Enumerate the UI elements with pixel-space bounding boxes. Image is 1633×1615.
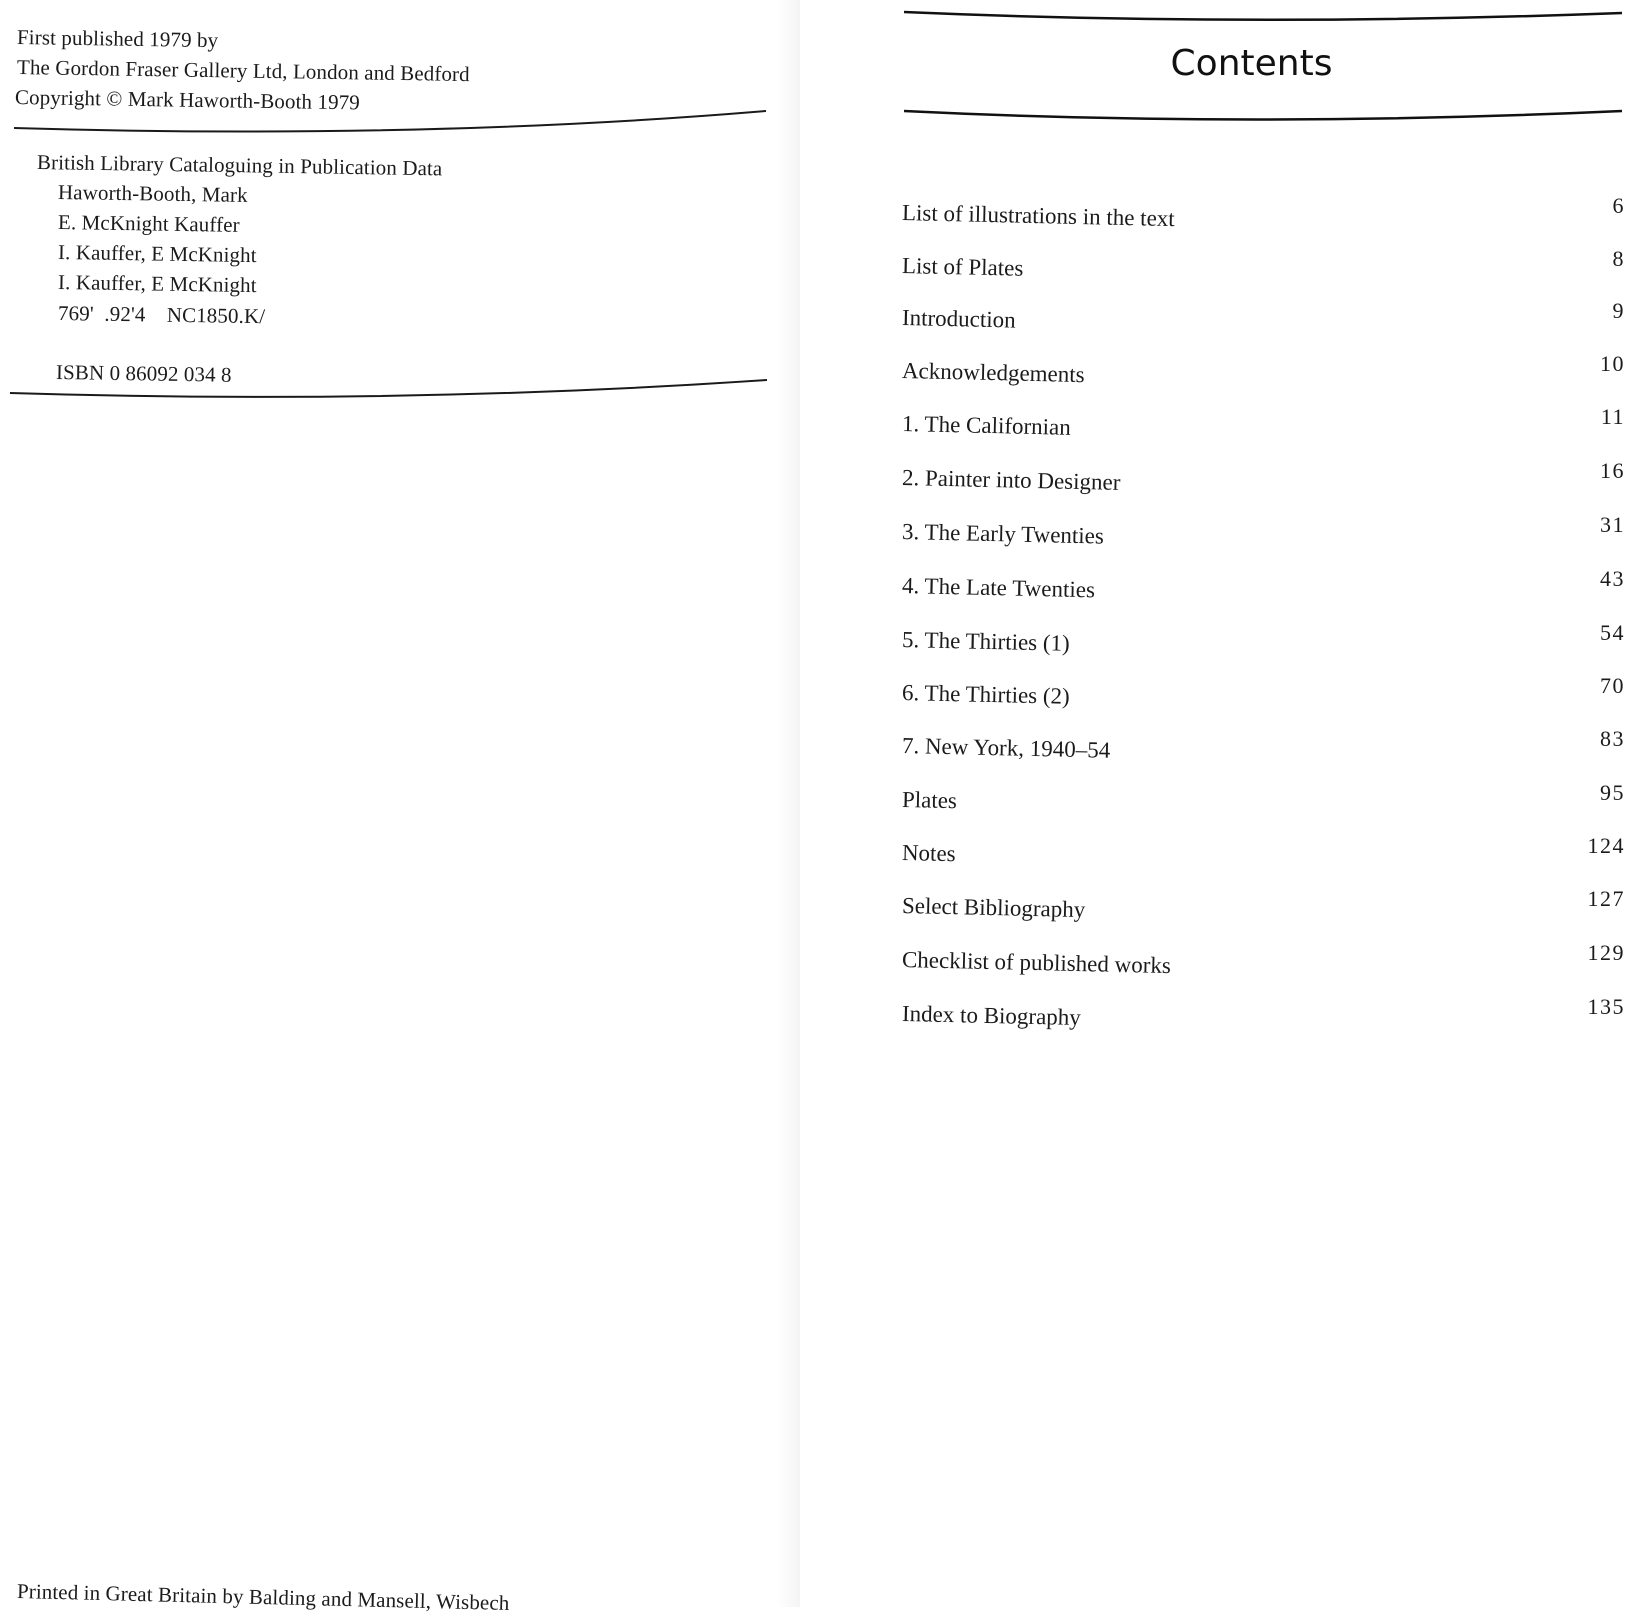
toc-entry-page: 135: [1587, 994, 1625, 1019]
toc-entry: [800, 406, 1633, 446]
toc-entry-title: 3. The Early Twenties: [901, 519, 1105, 549]
toc-entry-page: 31: [1600, 512, 1625, 537]
toc-entry: [800, 728, 1633, 768]
toc-entry-page: 8: [1612, 246, 1625, 271]
isbn: ISBN 0 86092 034 8: [55, 360, 232, 387]
toc-entry-page: 9: [1612, 298, 1625, 323]
toc-entry-title: 2. Painter into Designer: [901, 465, 1121, 495]
toc-entry-page: 11: [1600, 404, 1625, 429]
toc-entry-title: Index to Biography: [901, 1001, 1082, 1031]
toc-entry-page: 6: [1612, 193, 1625, 218]
left-page: [0, 0, 800, 1615]
toc-entry-title: 1. The Californian: [901, 411, 1072, 440]
cip-heading: British Library Cataloguing in Publication Data: [36, 150, 443, 181]
imprint-line-2: The Gordon Fraser Gallery Ltd, London and Bedford: [16, 55, 470, 87]
toc-entry-page: 43: [1600, 566, 1625, 591]
toc-entry: [800, 300, 1633, 340]
toc-entry: [800, 568, 1633, 608]
toc-entry-title: Checklist of published works: [901, 947, 1172, 979]
toc-entry: [800, 622, 1633, 662]
cip-line-title: E. McKnight Kauffer: [57, 210, 240, 237]
toc-entry-page: 16: [1600, 458, 1625, 483]
printer-line: Printed in Great Britain by Balding and Mansell, Wisbech: [16, 1579, 510, 1615]
toc-entry-title: List of illustrations in the text: [901, 200, 1175, 232]
toc-entry-page: 83: [1600, 726, 1625, 751]
bottom-divider-rule: [0, 370, 780, 410]
toc-entry-title: 7. New York, 1940–54: [901, 733, 1111, 763]
toc-entry-page: 124: [1587, 833, 1625, 858]
toc-entry-title: List of Plates: [901, 253, 1024, 281]
toc-entry: [800, 460, 1633, 500]
toc-entry-title: 6. The Thirties (2): [901, 680, 1071, 709]
cip-line-subject-2: I. Kauffer, E McKnight: [57, 270, 257, 298]
toc-entry: [800, 195, 1633, 235]
imprint-line-3: Copyright © Mark Haworth-Booth 1979: [14, 85, 361, 115]
toc-entry-page: 127: [1587, 886, 1625, 911]
toc-entry-title: Acknowledgements: [901, 358, 1085, 388]
cip-line-subject-1: I. Kauffer, E McKnight: [57, 240, 257, 268]
toc-entry: [800, 835, 1633, 875]
toc-entry-page: 10: [1600, 351, 1625, 376]
toc-entry-page: 54: [1600, 620, 1625, 645]
top-divider-rule: [0, 100, 780, 140]
toc-entry: [800, 248, 1633, 288]
imprint-line-1: First published 1979 by: [16, 25, 219, 53]
toc-entry-page: 70: [1600, 673, 1625, 698]
contents-top-rule: [800, 0, 1633, 40]
contents-title: Contents: [1170, 43, 1333, 84]
toc-entry: [800, 942, 1633, 982]
cip-classification: 769' .92'4 NC1850.K/: [57, 301, 266, 329]
toc-entry-title: Plates: [901, 787, 958, 814]
toc-entry-title: 4. The Late Twenties: [901, 573, 1096, 603]
toc-entry: [800, 675, 1633, 715]
contents-bottom-rule: [800, 95, 1633, 135]
toc-entry-title: Introduction: [901, 305, 1016, 333]
toc-entry-title: 5. The Thirties (1): [901, 627, 1071, 656]
toc-entry: [800, 353, 1633, 393]
toc-entry-title: Select Bibliography: [901, 893, 1086, 923]
toc-entry: [800, 888, 1633, 928]
toc-entry-title: Notes: [901, 840, 956, 867]
toc-entry: [800, 996, 1633, 1036]
toc-entry: [800, 782, 1633, 822]
toc-entry: [800, 514, 1633, 554]
right-page: [800, 0, 1633, 1607]
cip-line-author: Haworth-Booth, Mark: [57, 180, 248, 207]
toc-entry-page: 95: [1600, 780, 1625, 805]
toc-entry-page: 129: [1587, 940, 1625, 965]
